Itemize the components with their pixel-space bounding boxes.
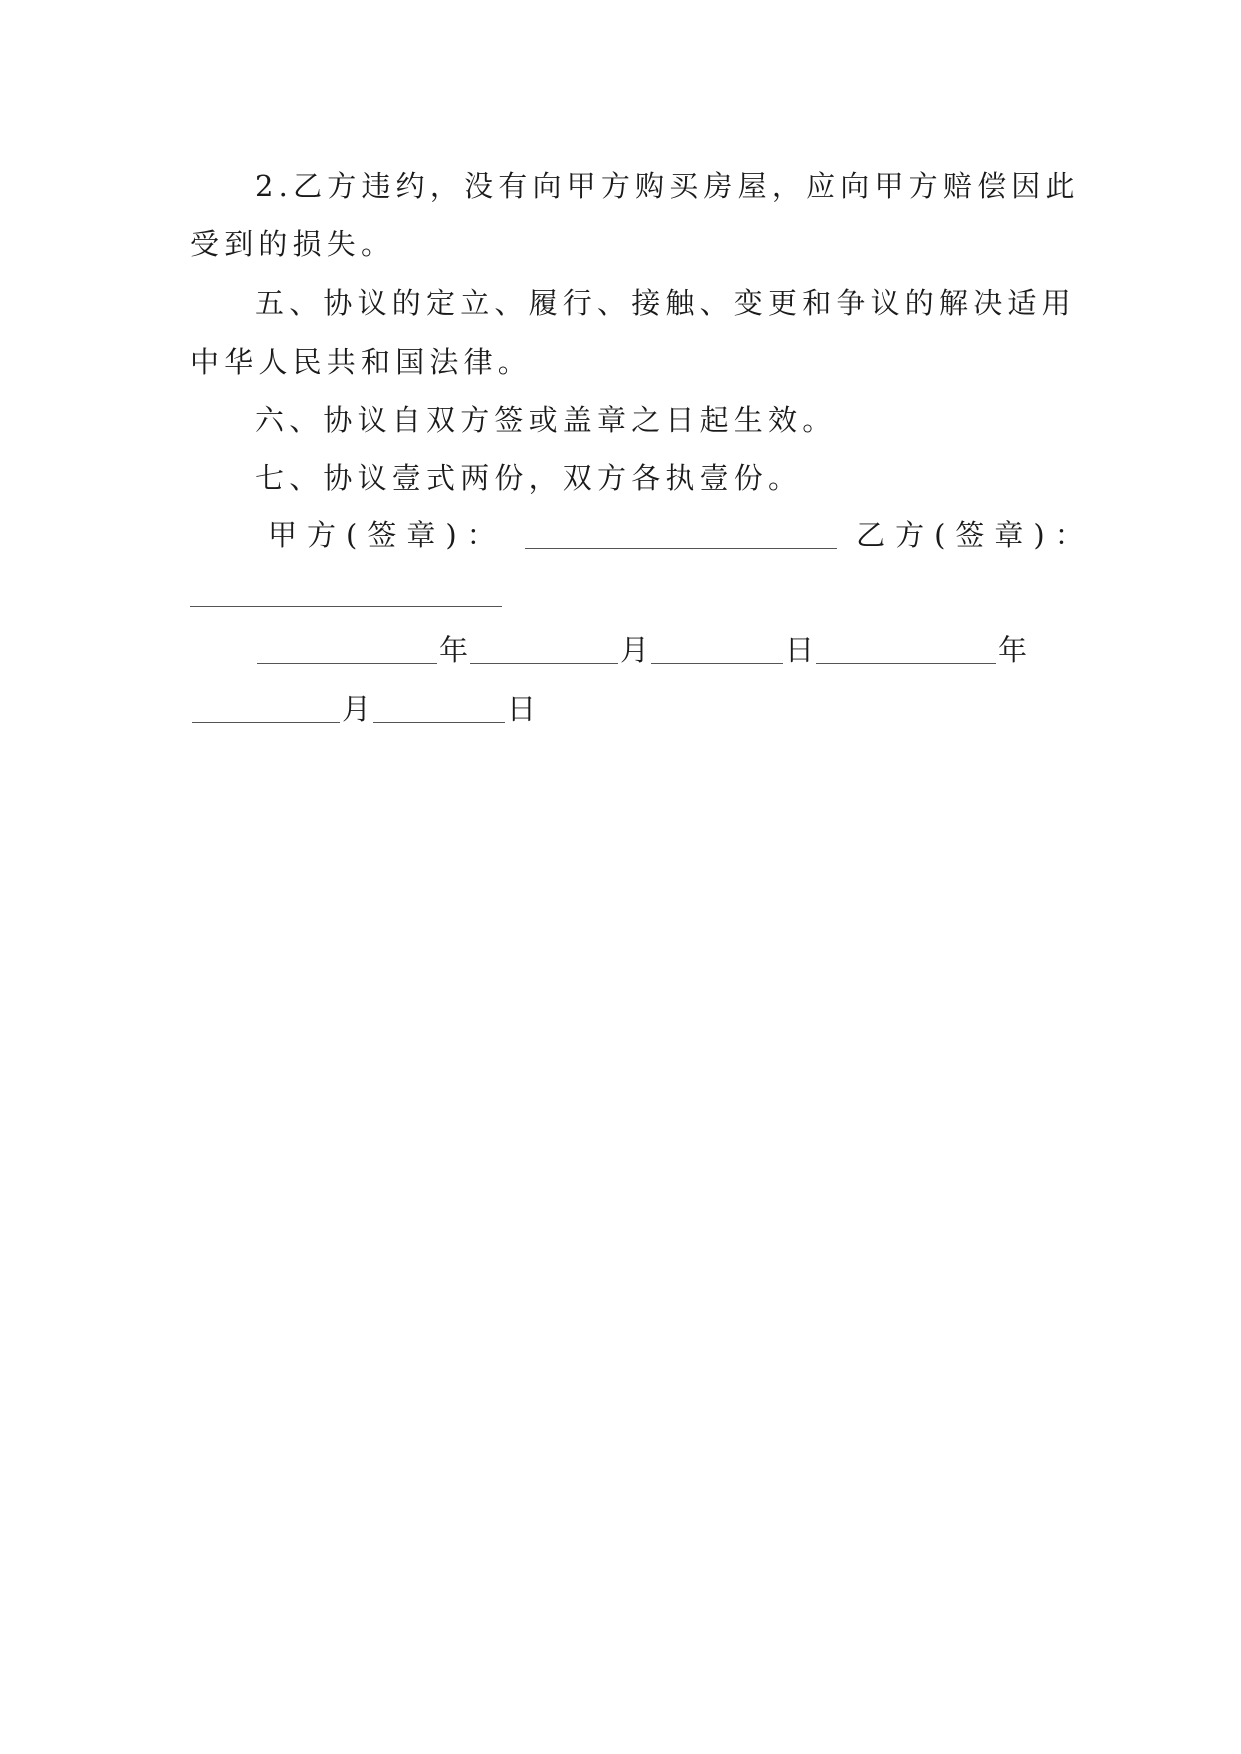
party-b-year-blank[interactable] — [816, 633, 996, 664]
signature-row — [268, 515, 1094, 555]
clause-5-line-2: 中华人民共和国法律。 — [190, 345, 533, 379]
day-label: 日 — [507, 692, 537, 726]
party-b-day-blank[interactable] — [373, 692, 505, 723]
date-row-2 — [190, 689, 536, 729]
party-a-day-blank[interactable] — [651, 633, 783, 664]
clause-7: 七、协议壹式两份，双方各执壹份。 — [255, 461, 803, 495]
year-label: 年 — [998, 633, 1028, 667]
party-b-signature-blank[interactable] — [190, 606, 502, 607]
date-row-1 — [255, 630, 1027, 670]
year-label: 年 — [439, 633, 469, 667]
month-label: 月 — [620, 633, 650, 667]
clause-4-2-line-1: 2.乙方违约，没有向甲方购买房屋，应向甲方赔偿因此 — [255, 169, 1080, 203]
party-a-label: 甲方(签章)： — [268, 518, 506, 552]
clause-5-line-1: 五、协议的定立、履行、接触、变更和争议的解决适用 — [255, 286, 1076, 320]
clause-6: 六、协议自双方签或盖章之日起生效。 — [255, 403, 837, 437]
clause-4-2-line-2: 受到的损失。 — [190, 227, 396, 261]
party-a-signature-blank[interactable] — [525, 518, 837, 549]
month-label: 月 — [342, 692, 372, 726]
party-a-year-blank[interactable] — [257, 633, 437, 664]
party-b-label: 乙方(签章)： — [856, 518, 1094, 552]
party-b-month-blank[interactable] — [192, 692, 340, 723]
party-a-month-blank[interactable] — [470, 633, 618, 664]
day-label: 日 — [785, 633, 815, 667]
